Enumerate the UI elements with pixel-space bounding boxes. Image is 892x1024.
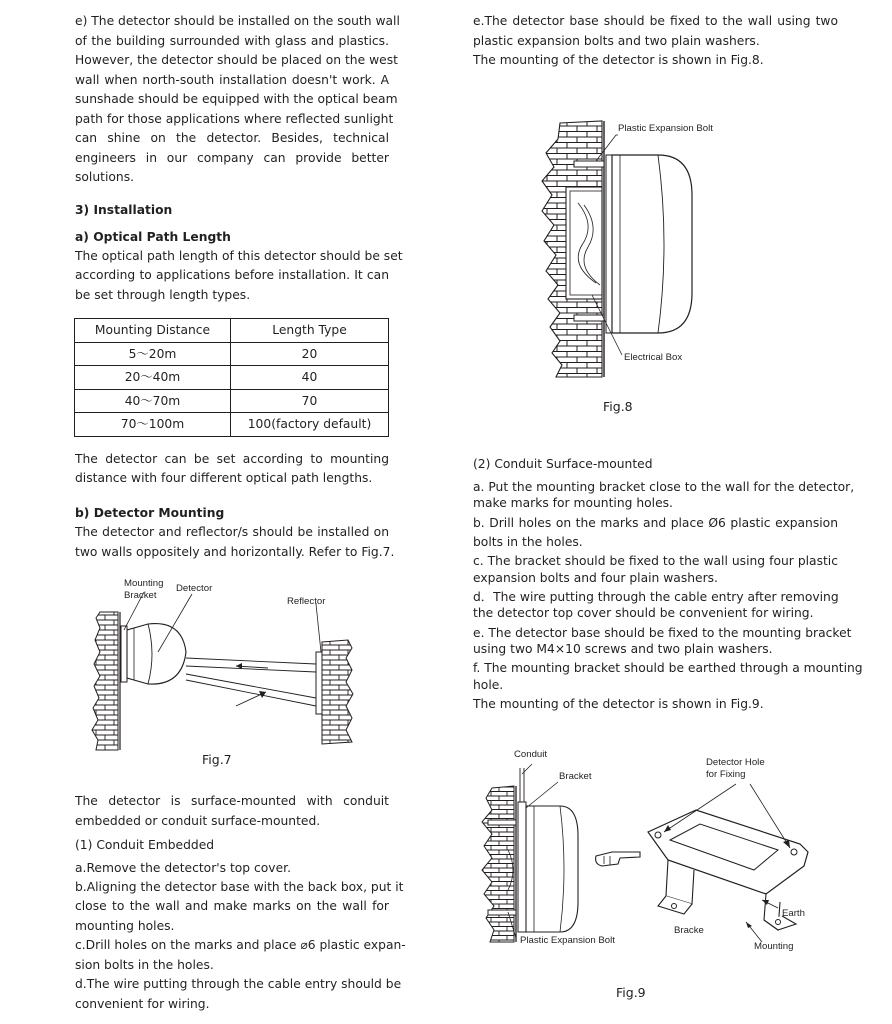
surface-step-line: The mounting of the detector is shown in Fig.9. [473,697,764,711]
embedded-step-line: d.The wire putting through the cable entry should be [75,977,402,991]
optical-text-line: The optical path length of this detector should be set [75,249,403,263]
optical-text-line: according to applications before installation. It can [75,268,389,282]
table-header-cell: Mounting Distance [75,319,231,343]
surface-step-line: using two M4×10 screws and two plain washers. [473,642,773,656]
surface-step-line: a. Put the mounting bracket close to the wall for the detector, [473,480,855,494]
fig9-caption: Fig.9 [616,985,646,1000]
after-table-line: The detector can be set according to mounting [75,452,389,466]
fig9-label-conduit: Conduit [514,749,548,760]
embedded-step-line: b.Aligning the detector base with the back box, put it [75,880,404,894]
fig8-label-bolt: Plastic Expansion Bolt [618,123,713,134]
para-e-line: wall when north-south installation doesn't work. A [75,73,389,87]
surface-step-line: expansion bolts and four plain washers. [473,571,718,585]
surface-text-line: embedded or conduit surface-mounted. [75,814,321,828]
table-cell: 70 [231,389,389,413]
surface-step-line: f. The mounting bracket should be earthed through a mounting [473,661,863,675]
optical-text-line: be set through length types. [75,288,251,302]
para-e-line: of the building surrounded with glass and plastics. [75,34,389,48]
para-e-line: sunshade should be equipped with the optical beam [75,92,398,106]
fig9-label-earth: Earth [782,908,805,919]
embedded-step-line: sion bolts in the holes. [75,958,214,972]
embedded-step-line: convenient for wiring. [75,997,210,1011]
table-row [75,342,389,366]
embedded-step-line: close to the wall and make marks on the wall for [75,899,389,913]
embedded-step-line: c.Drill holes on the marks and place ⌀6 plastic expan- [75,938,406,952]
fig7-label-reflector: Reflector [287,596,326,607]
conduit-embedded-heading: (1) Conduit Embedded [75,838,215,852]
table-cell: 70～100m [75,413,231,437]
table-cell: 20 [231,342,389,366]
table-header-row [75,319,389,343]
para-e-line: solutions. [75,170,135,184]
para-e-line: can shine on the detector. Besides, technical [75,131,389,145]
right-para-e-line: e.The detector base should be fixed to the wall using two [473,14,838,28]
surface-step-line: hole. [473,678,504,692]
surface-step-line: make marks for mounting holes. [473,496,673,510]
para-e-line: path for those applications where reflected sunlight [75,112,394,126]
fig7-label-detector: Detector [176,583,213,594]
table-cell: 100(factory default) [231,413,389,437]
fig9-label-bolt: Plastic Expansion Bolt [520,935,615,946]
fig7-label-bracket: Bracket [124,590,157,601]
optical-path-heading: a) Optical Path Length [75,230,231,244]
fig9-label-hole-1: Detector Hole [706,757,765,768]
fig7-drawing [90,590,390,760]
surface-step-line: c. The bracket should be fixed to the wall using four plastic [473,554,838,568]
surface-step-line: e. The detector base should be fixed to the mounting bracket [473,626,852,640]
table-header-cell: Length Type [231,319,389,343]
embedded-step-line: mounting holes. [75,919,175,933]
surface-mounted-heading: (2) Conduit Surface-mounted [473,457,653,471]
surface-step-line: b. Drill holes on the marks and place Ø6 plastic expansion [473,516,838,530]
fig9-label-bracket: Bracket [559,771,592,782]
table-cell: 40～70m [75,389,231,413]
mounting-text-line: two walls oppositely and horizontally. Refer to Fig.7. [75,545,395,559]
table-row [75,413,389,437]
after-table-line: distance with four different optical path lengths. [75,471,373,485]
surface-text-line: The detector is surface-mounted with conduit [75,794,389,808]
table-row [75,389,389,413]
para-e-line: engineers in our company can provide better [75,151,389,165]
fig9-drawing [478,760,828,950]
table-cell: 5～20m [75,342,231,366]
detector-mounting-heading: b) Detector Mounting [75,506,225,520]
length-type-table [74,318,389,437]
mounting-text-line: The detector and reflector/s should be installed on [75,525,389,539]
para-e-line: e) The detector should be installed on the south wall [75,14,400,28]
right-para-e-line: plastic expansion bolts and two plain washers. [473,34,760,48]
fig8-caption: Fig.8 [603,399,633,414]
fig7-label-mounting: Mounting [124,578,164,589]
table-cell: 20～40m [75,366,231,390]
embedded-step-line: a.Remove the detector's top cover. [75,861,291,875]
para-e-line: However, the detector should be placed on the west [75,53,398,67]
fig8-label-box: Electrical Box [624,352,683,363]
surface-step-line: bolts in the holes. [473,535,583,549]
installation-heading: 3) Installation [75,203,173,217]
table-cell: 40 [231,366,389,390]
fig9-label-bracke: Bracke [674,925,704,936]
table-row [75,366,389,390]
surface-step-line: the detector top cover should be convenient for wiring. [473,606,814,620]
fig7-caption: Fig.7 [202,752,232,767]
fig9-label-hole-2: for Fixing [706,769,746,780]
surface-step-line: d．The wire putting through the cable entry after removing [473,590,839,604]
fig9-label-mounting: Mounting [754,941,794,952]
fig8-drawing [530,115,730,385]
right-para-e-line: The mounting of the detector is shown in Fig.8. [473,53,764,67]
